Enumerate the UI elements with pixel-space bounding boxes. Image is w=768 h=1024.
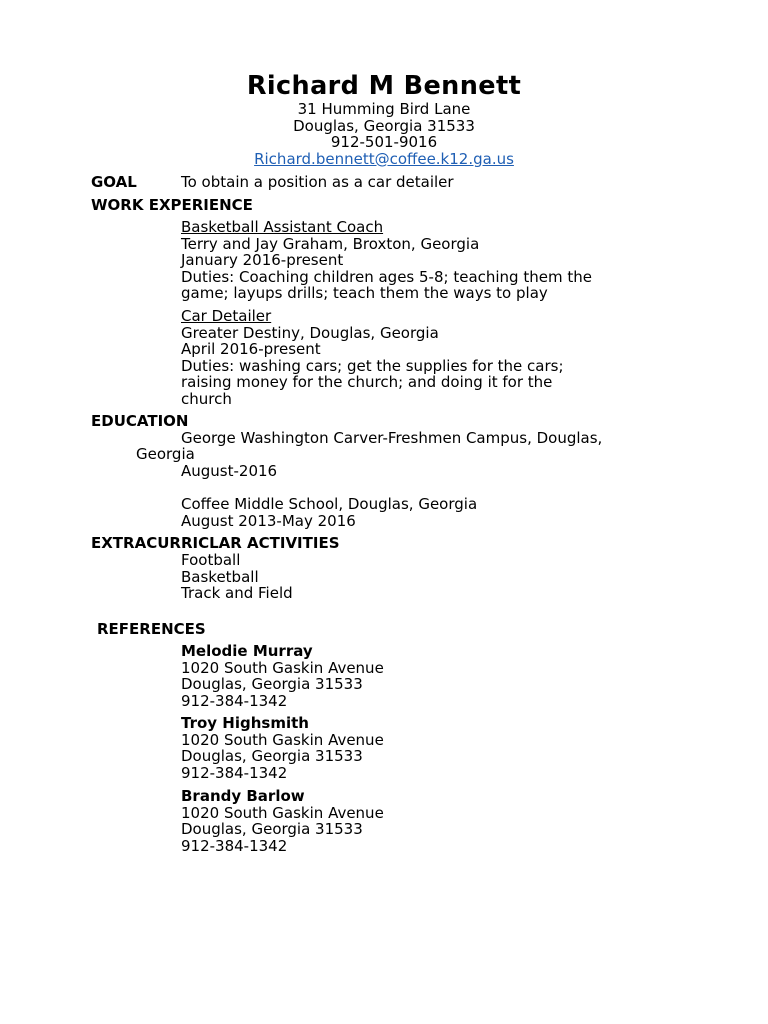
reference-name: Troy Highsmith xyxy=(181,714,309,732)
school-name: Coffee Middle School, Douglas, Georgia xyxy=(181,495,478,513)
goal-text: To obtain a position as a car detailer xyxy=(181,173,454,191)
applicant-address: 31 Humming Bird Lane xyxy=(297,100,471,118)
job-duties-line: Duties: Coaching children ages 5-8; teaching them the xyxy=(181,267,592,286)
references-heading: REFERENCES xyxy=(97,620,206,638)
resume-header xyxy=(0,71,768,167)
reference-phone: 912-384-1342 xyxy=(181,763,288,782)
job-dates: April 2016-present xyxy=(181,340,321,359)
school-name: George Washington Carver-Freshmen Campus, Douglas, xyxy=(181,429,603,447)
reference-city: Douglas, Georgia 31533 xyxy=(181,820,363,839)
reference-entry xyxy=(181,643,384,709)
job-dates: January 2016-present xyxy=(181,251,344,270)
applicant-email-link[interactable]: Richard.bennett@coffee.k12.ga.us xyxy=(254,149,514,168)
job-duties-line: church xyxy=(181,389,232,408)
activity-item: Track and Field xyxy=(181,584,293,603)
activities-list xyxy=(181,552,293,602)
activities-heading: EXTRACURRICLAR ACTIVITIES xyxy=(91,534,340,552)
reference-address: 1020 South Gaskin Avenue xyxy=(181,730,384,749)
reference-phone: 912-384-1342 xyxy=(181,691,288,710)
job-employer: Greater Destiny, Douglas, Georgia xyxy=(181,323,439,342)
job-duties-line: raising money for the church; and doing it for the xyxy=(181,373,553,392)
reference-name: Brandy Barlow xyxy=(181,787,305,805)
activity-item: Basketball xyxy=(181,567,259,586)
work-experience-heading: WORK EXPERIENCE xyxy=(91,196,253,214)
activity-item: Football xyxy=(181,551,241,569)
reference-phone: 912-384-1342 xyxy=(181,836,288,855)
school-name-continued: Georgia xyxy=(136,445,195,463)
reference-city: Douglas, Georgia 31533 xyxy=(181,747,363,766)
reference-address: 1020 South Gaskin Avenue xyxy=(181,803,384,822)
job-title: Basketball Assistant Coach xyxy=(181,218,384,236)
reference-city: Douglas, Georgia 31533 xyxy=(181,675,363,694)
education-heading: EDUCATION xyxy=(91,412,189,430)
reference-entry xyxy=(181,715,384,781)
job-entry xyxy=(181,308,564,408)
applicant-city: Douglas, Georgia 31533 xyxy=(293,116,475,135)
reference-name: Melodie Murray xyxy=(181,642,313,660)
job-employer: Terry and Jay Graham, Broxton, Georgia xyxy=(181,234,480,253)
job-duties-line: Duties: washing cars; get the supplies for the cars; xyxy=(181,356,564,375)
applicant-phone: 912-501-9016 xyxy=(330,133,438,152)
applicant-name: Richard M Bennett xyxy=(246,71,522,101)
school-dates: August 2013-May 2016 xyxy=(181,512,356,530)
job-entry xyxy=(181,219,592,302)
reference-entry xyxy=(181,788,384,854)
reference-address: 1020 South Gaskin Avenue xyxy=(181,658,384,677)
goal-heading: GOAL xyxy=(91,173,137,191)
job-duties-line: game; layups drills; teach them the ways to play xyxy=(181,284,548,303)
school-dates: August-2016 xyxy=(181,462,278,480)
job-title: Car Detailer xyxy=(181,307,272,325)
